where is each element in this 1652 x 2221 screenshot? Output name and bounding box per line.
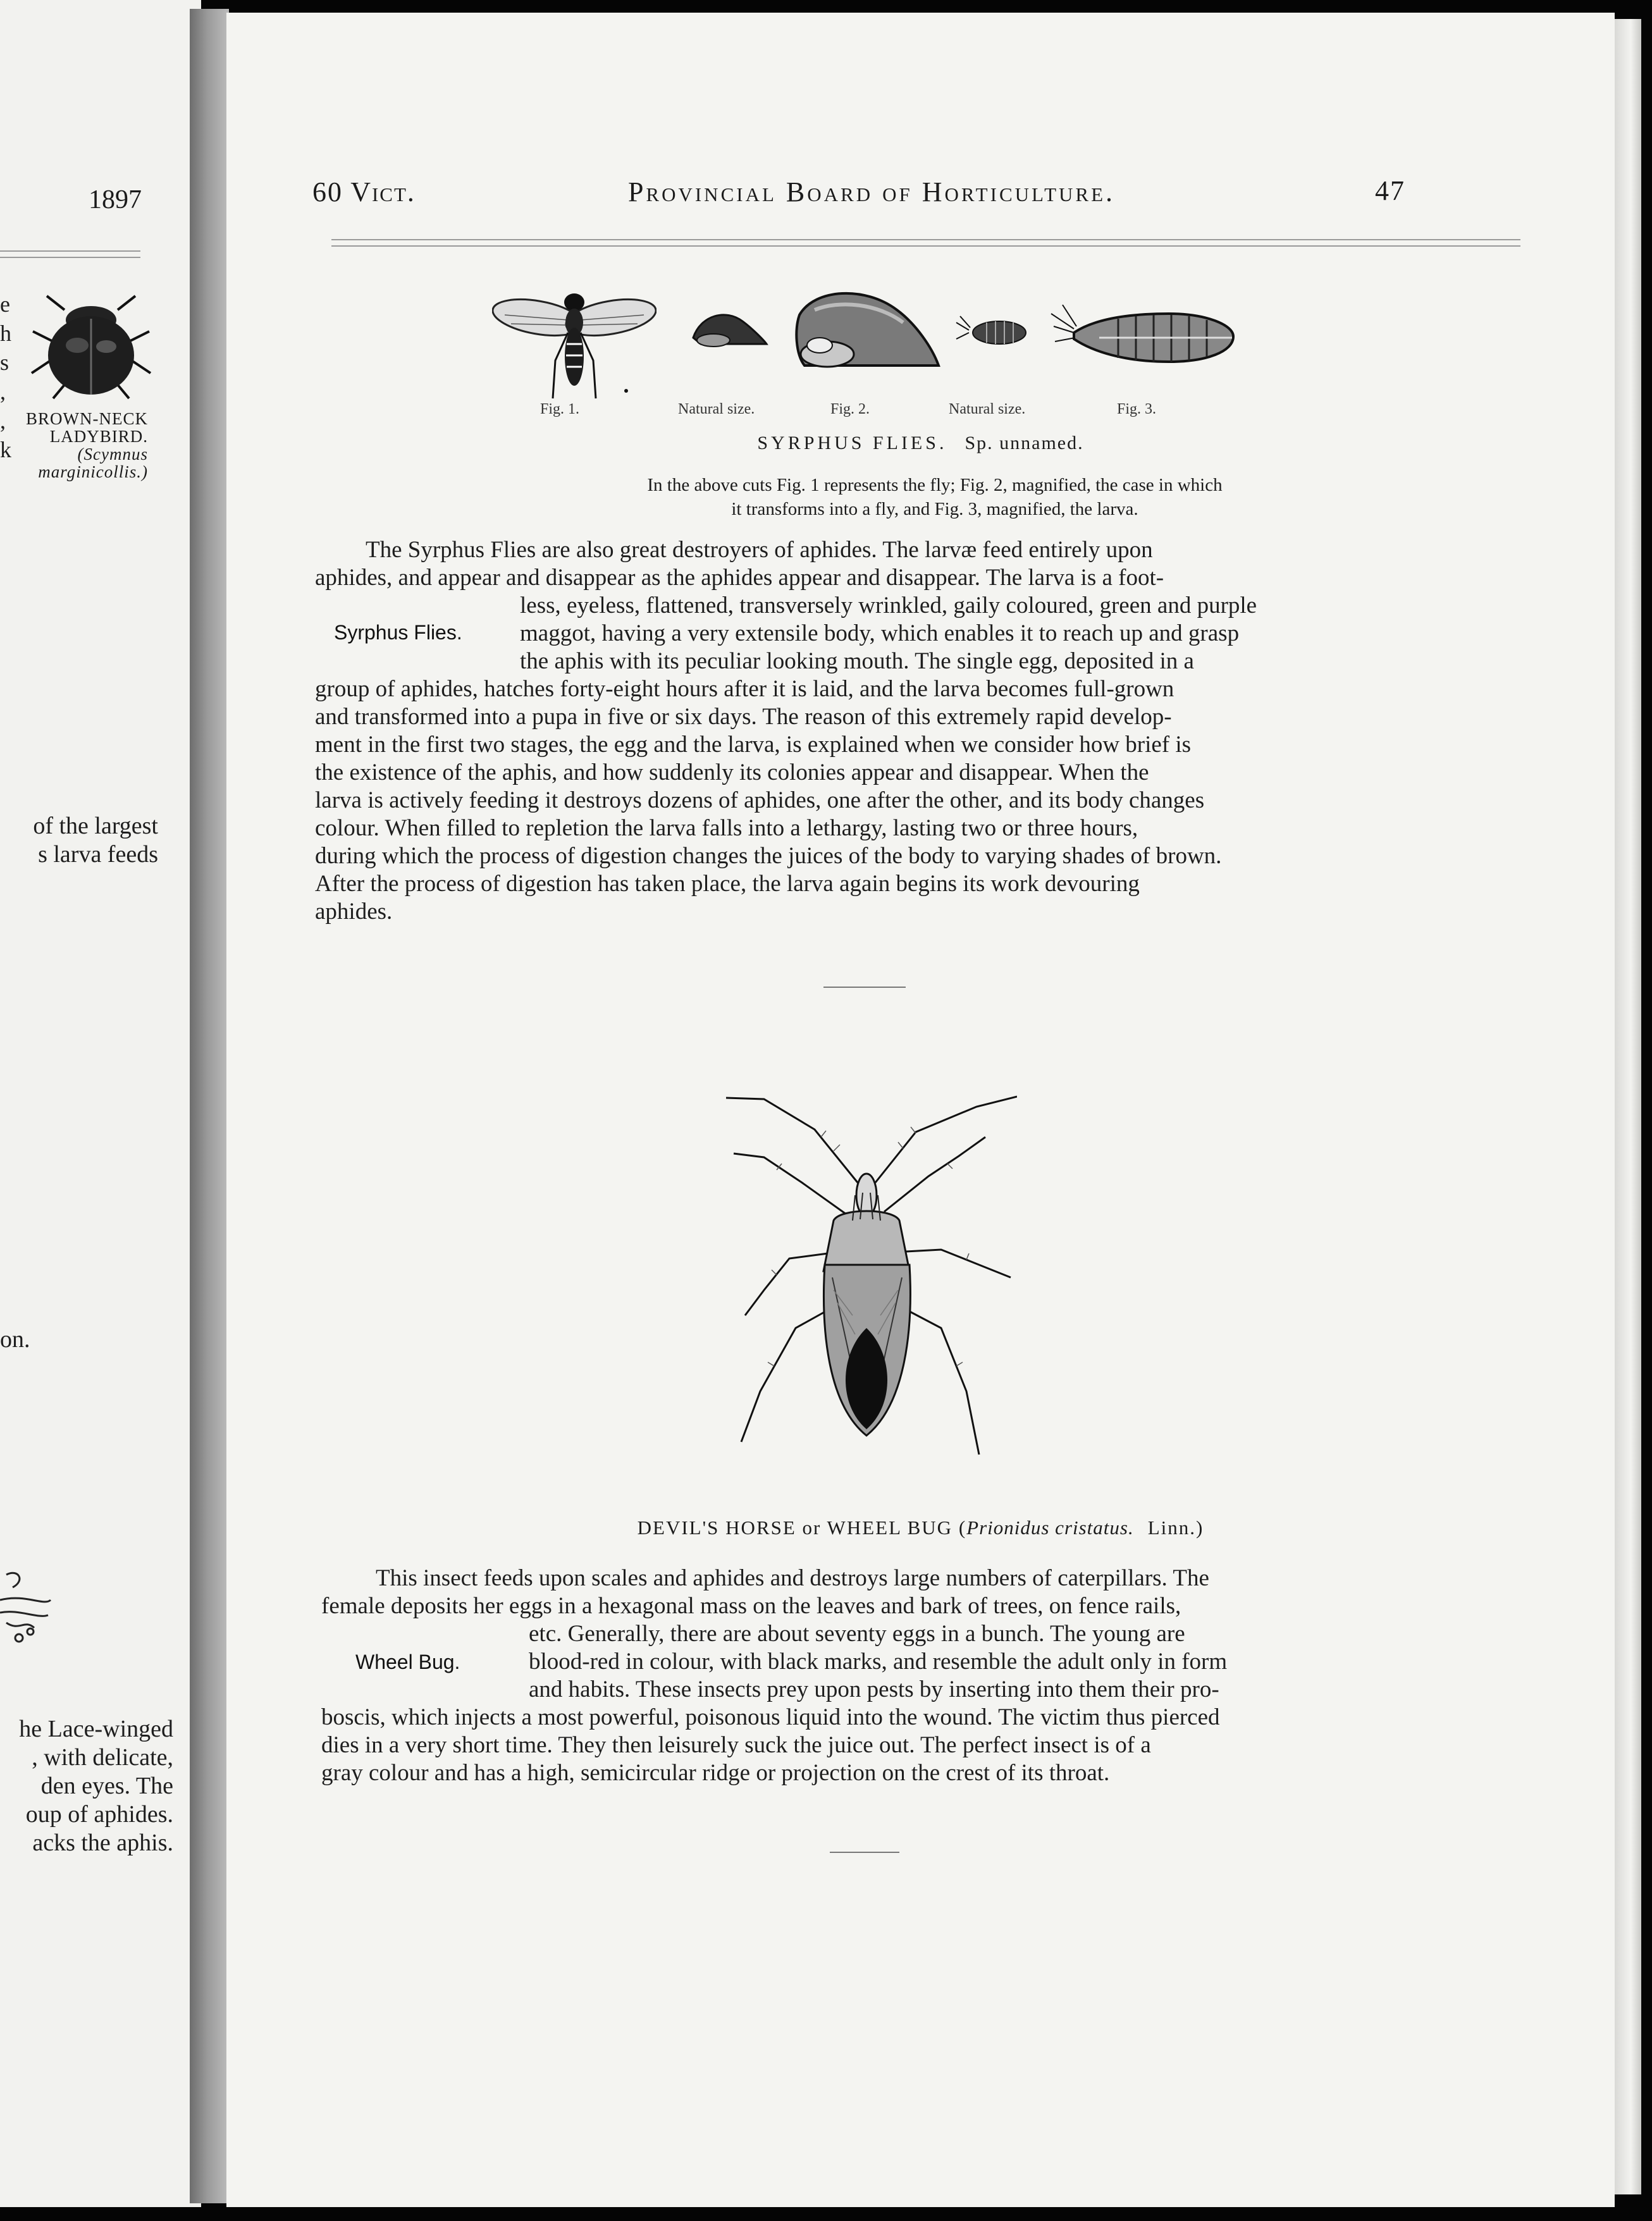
- syrphus-figure-note: In the above cuts Fig. 1 represents the fly; Fig. 2, magnified, the case in which it transforms into a fly, and Fig. 3, magnified, the larva.: [647, 475, 1223, 519]
- book-gutter: [190, 9, 229, 2203]
- ladybird-beetle-illustration: [28, 291, 154, 402]
- header-left: 60 Vict.: [312, 176, 416, 207]
- syrphus-case-natural-size: [688, 302, 770, 353]
- previous-page-year: 1897: [89, 185, 142, 214]
- syrphus-caption-title: SYRPHUS FLIES.: [757, 433, 947, 453]
- wheel-bug-paragraph: This insect feeds upon scales and aphides and destroys large numbers of caterpillars. The female deposits her eggs in a hexagonal mass on the leaves and bark of trees, on fence rails, etc. Generally, there are about seventy eggs in a bunch. The young are blood-red in colour, with black marks, and resemble the adult only in form and habits. These insects prey upon pests by inserting into them their pro- boscis, which injects a most powerful, poisonous liquid into the wound. The victim thus pierced dies in a very short time. They then leisurely suck the juice out. The perfect insect is of a gray colour and has a high, semicircular ridge or projection on the crest of its throat.: [321, 1565, 1228, 1786]
- page-edge-shadow: [1615, 19, 1641, 2194]
- syrphus-caption-title-row: [226, 433, 1615, 454]
- syrphus-sidenote: Syrphus Flies.: [334, 621, 462, 644]
- wheel-bug-caption-species: Prionidus cristatus.: [966, 1517, 1134, 1539]
- syrphus-paragraph: The Syrphus Flies are also great destroyers of aphides. The larvæ feed entirely upon aphides, and appear and disappear as the aphides appear and disappear. The larva is a foot- less, eyeless, flattened, transversely wrinkled, gaily coloured, green and purple maggot, having a very extensile body, which enables it to reach up and grasp the aphis with its peculiar looking mouth. The single egg, deposited in a group of aphides, hatches forty-eight hours after it is laid, and the larva becomes full-grown and transformed into a pupa in five or six days. The reason of this extremely rapid develop- ment in the first two stages, the egg and the larva, is explained when we consider how brief is the existence of the aphis, and how suddenly its colonies appear and disappear. When the larva is actively feeding it destroys dozens of aphides, one after the other, and its body changes colour. When filled to repletion the larva falls into a lethargy, lasting two or three hours, during which the process of digestion changes the juices of the body to varying shades of brown. After the process of digestion has taken place, the larva again begins its work devouring aphides.: [315, 537, 1257, 925]
- syrphus-larva-magnified-figure-3: [1049, 301, 1238, 371]
- header-rule: [331, 239, 1520, 247]
- syrphus-caption-subtitle: Sp. unnamed.: [965, 433, 1084, 453]
- ladybird-caption: BROWN-NECK LADYBIRD. (Scymnus marginicollis.): [26, 409, 148, 481]
- previous-page-fragment-1: of the largest s larva feeds: [33, 813, 158, 868]
- fig-natural-size-label-1: Natural size.: [678, 401, 755, 417]
- previous-page-rule: [0, 250, 140, 258]
- fig-1-label: Fig. 1.: [540, 401, 580, 417]
- wheel-bug-caption-author: Linn.): [1147, 1517, 1204, 1539]
- previous-page-edge-letters: e h s , , k: [0, 292, 11, 462]
- wheel-bug-caption-main: DEVIL'S HORSE or WHEEL BUG (: [637, 1517, 967, 1539]
- previous-page: [0, 0, 201, 2207]
- syrphus-larva-natural-size: [954, 314, 1030, 352]
- syrphus-case-magnified-figure-2: [789, 285, 941, 379]
- syrphus-fly-figure-1: [492, 278, 656, 405]
- wheel-bug-sidenote: Wheel Bug.: [355, 1651, 460, 1673]
- page-number: 47: [1375, 175, 1405, 206]
- fig-2-label: Fig. 2.: [830, 401, 870, 417]
- lacewing-illustration-fragment: [0, 1562, 57, 1651]
- previous-page-fragment-2: on.: [0, 1326, 30, 1353]
- page-47: [226, 13, 1615, 2207]
- section-divider-2: [830, 1852, 899, 1853]
- section-divider-1: [823, 987, 906, 988]
- wheel-bug-illustration: [726, 1062, 1017, 1505]
- header-center: Provincial Board of Horticulture.: [627, 176, 1116, 207]
- fig-3-label: Fig. 3.: [1117, 401, 1157, 417]
- previous-page-fragment-3: he Lace-winged , with delicate, den eyes. The oup of aphides. acks the aphis.: [19, 1716, 173, 1856]
- wheel-bug-caption: [226, 1517, 1615, 1539]
- fig-natural-size-label-2: Natural size.: [949, 401, 1026, 417]
